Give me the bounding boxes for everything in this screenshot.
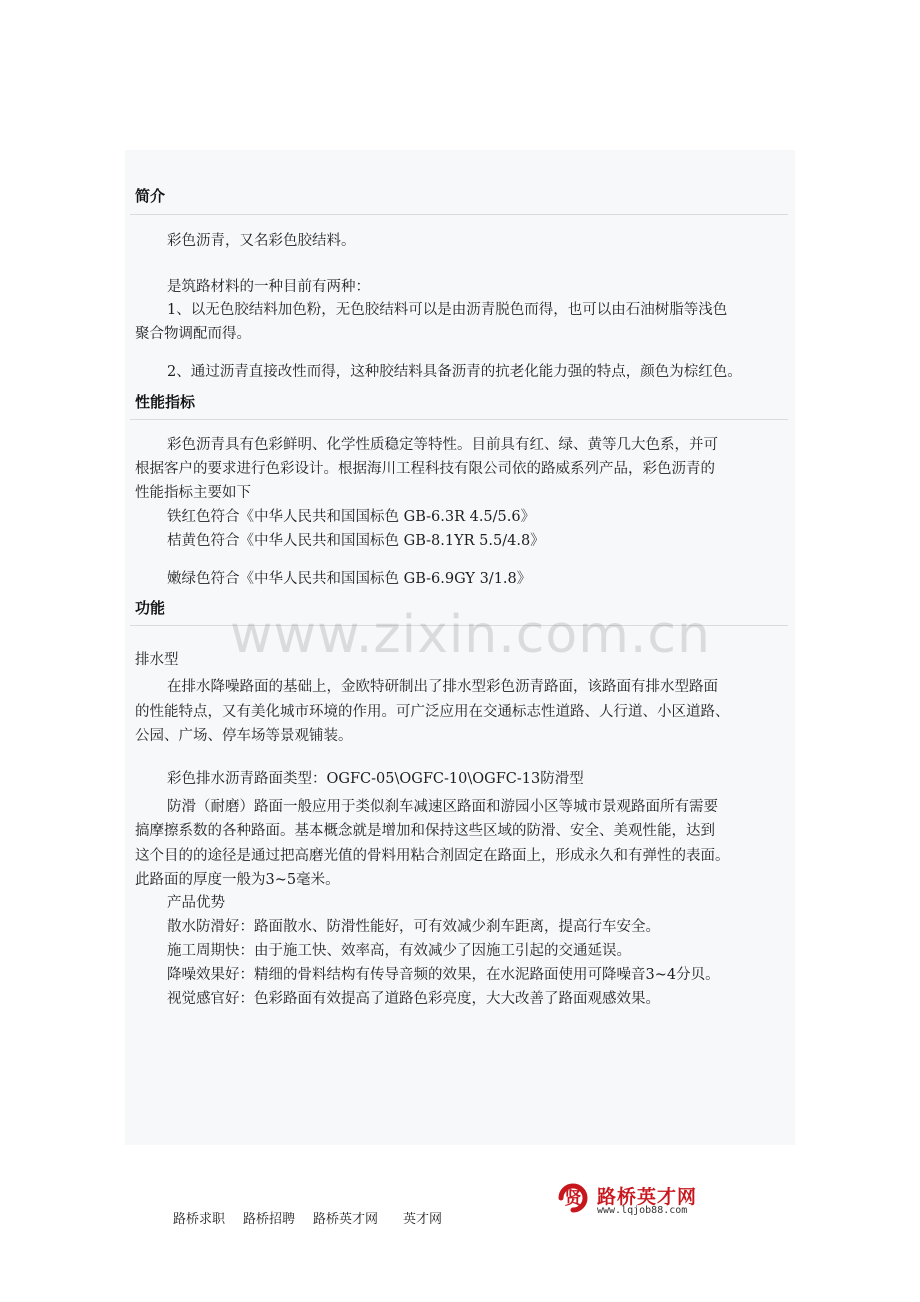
- paragraph-line: 桔黄色符合《中华人民共和国国标色 GB-8.1YR 5.5/4.8》: [167, 533, 545, 549]
- paragraph-line: 是筑路材料的一种目前有两种：: [167, 279, 370, 295]
- paragraph-line: 在排水降噪路面的基础上，金欧特研制出了排水型彩色沥青路面，该路面有排水型路面: [167, 679, 718, 695]
- logo-name: 路桥英才网: [597, 1186, 698, 1208]
- paragraph-line: 排水型: [135, 652, 179, 668]
- paragraph-line: 搞摩擦系数的各种路面。基本概念就是增加和保持这些区域的防滑、安全、美观性能，达到: [135, 823, 715, 839]
- footer-link-recruitment[interactable]: 路桥招聘: [243, 1212, 296, 1227]
- section-title-performance: 性能指标: [135, 393, 196, 411]
- paragraph-line: 聚合物调配而得。: [135, 326, 251, 342]
- paragraph-line: 公园、广场、停车场等景观铺装。: [135, 728, 353, 744]
- paragraph-line: 散水防滑好：路面散水、防滑性能好，可有效减少刹车距离，提高行车安全。: [167, 919, 660, 935]
- logo-url: www.lqjob88.com: [597, 1205, 688, 1216]
- watermark: www.zixin.com.cn: [230, 605, 711, 665]
- paragraph-line: 的性能特点，又有美化城市环境的作用。可广泛应用在交通标志性道路、人行道、小区道路、: [135, 704, 730, 720]
- paragraph-line: 视觉感官好：色彩路面有效提高了道路色彩亮度，大大改善了路面观感效果。: [167, 991, 660, 1007]
- section-title-function: 功能: [135, 599, 166, 617]
- section-divider: [130, 419, 788, 420]
- paragraph-line: 1、以无色胶结料加色粉，无色胶结料可以是由沥青脱色而得，也可以由石油树脂等浅色: [167, 302, 728, 318]
- paragraph-line: 彩色排水沥青路面类型：OGFC-05\OGFC-10\OGFC-13防滑型: [167, 771, 584, 787]
- paragraph-line: 2、通过沥青直接改性而得，这种胶结料具备沥青的抗老化能力强的特点，颜色为棕红色。: [167, 364, 742, 380]
- footer-link-talent-site[interactable]: 英才网: [403, 1212, 443, 1227]
- section-title-intro: 简介: [135, 187, 166, 205]
- paragraph-line: 此路面的厚度一般为3~5毫米。: [135, 872, 340, 888]
- paragraph-line: 彩色沥青，又名彩色胶结料。: [167, 233, 356, 249]
- paragraph-line: 产品优势: [167, 895, 225, 911]
- paragraph-line: 嫩绿色符合《中华人民共和国国标色 GB-6.9GY 3/1.8》: [167, 571, 532, 587]
- paragraph-line: 降噪效果好：精细的骨料结构有传导音频的效果，在水泥路面使用可降噪音3~4分贝。: [167, 967, 720, 983]
- site-logo[interactable]: [555, 1180, 755, 1220]
- logo-emblem-icon: [555, 1180, 591, 1216]
- paragraph-line: 彩色沥青具有色彩鲜明、化学性质稳定等特性。目前具有红、绿、黄等几大色系，并可: [167, 437, 718, 453]
- paragraph-line: 性能指标主要如下: [135, 485, 251, 501]
- footer-link-job-search[interactable]: 路桥求职: [173, 1212, 226, 1227]
- paragraph-line: 根据客户的要求进行色彩设计。根据海川工程科技有限公司依的路威系列产品，彩色沥青的: [135, 461, 715, 477]
- logo-glyph: 贤: [564, 1189, 582, 1209]
- paragraph-line: 这个目的的途径是通过把高磨光值的骨料用粘合剂固定在路面上，形成永久和有弹性的表面。: [135, 848, 730, 864]
- section-divider: [130, 214, 788, 215]
- footer-link-lqjob-site[interactable]: 路桥英才网: [313, 1212, 379, 1227]
- paragraph-line: 铁红色符合《中华人民共和国国标色 GB-6.3R 4.5/5.6》: [167, 509, 536, 525]
- paragraph-line: 防滑（耐磨）路面一般应用于类似刹车减速区路面和游园小区等城市景观路面所有需要: [167, 799, 718, 815]
- paragraph-line: 施工周期快：由于施工快、效率高，有效减少了因施工引起的交通延误。: [167, 943, 631, 959]
